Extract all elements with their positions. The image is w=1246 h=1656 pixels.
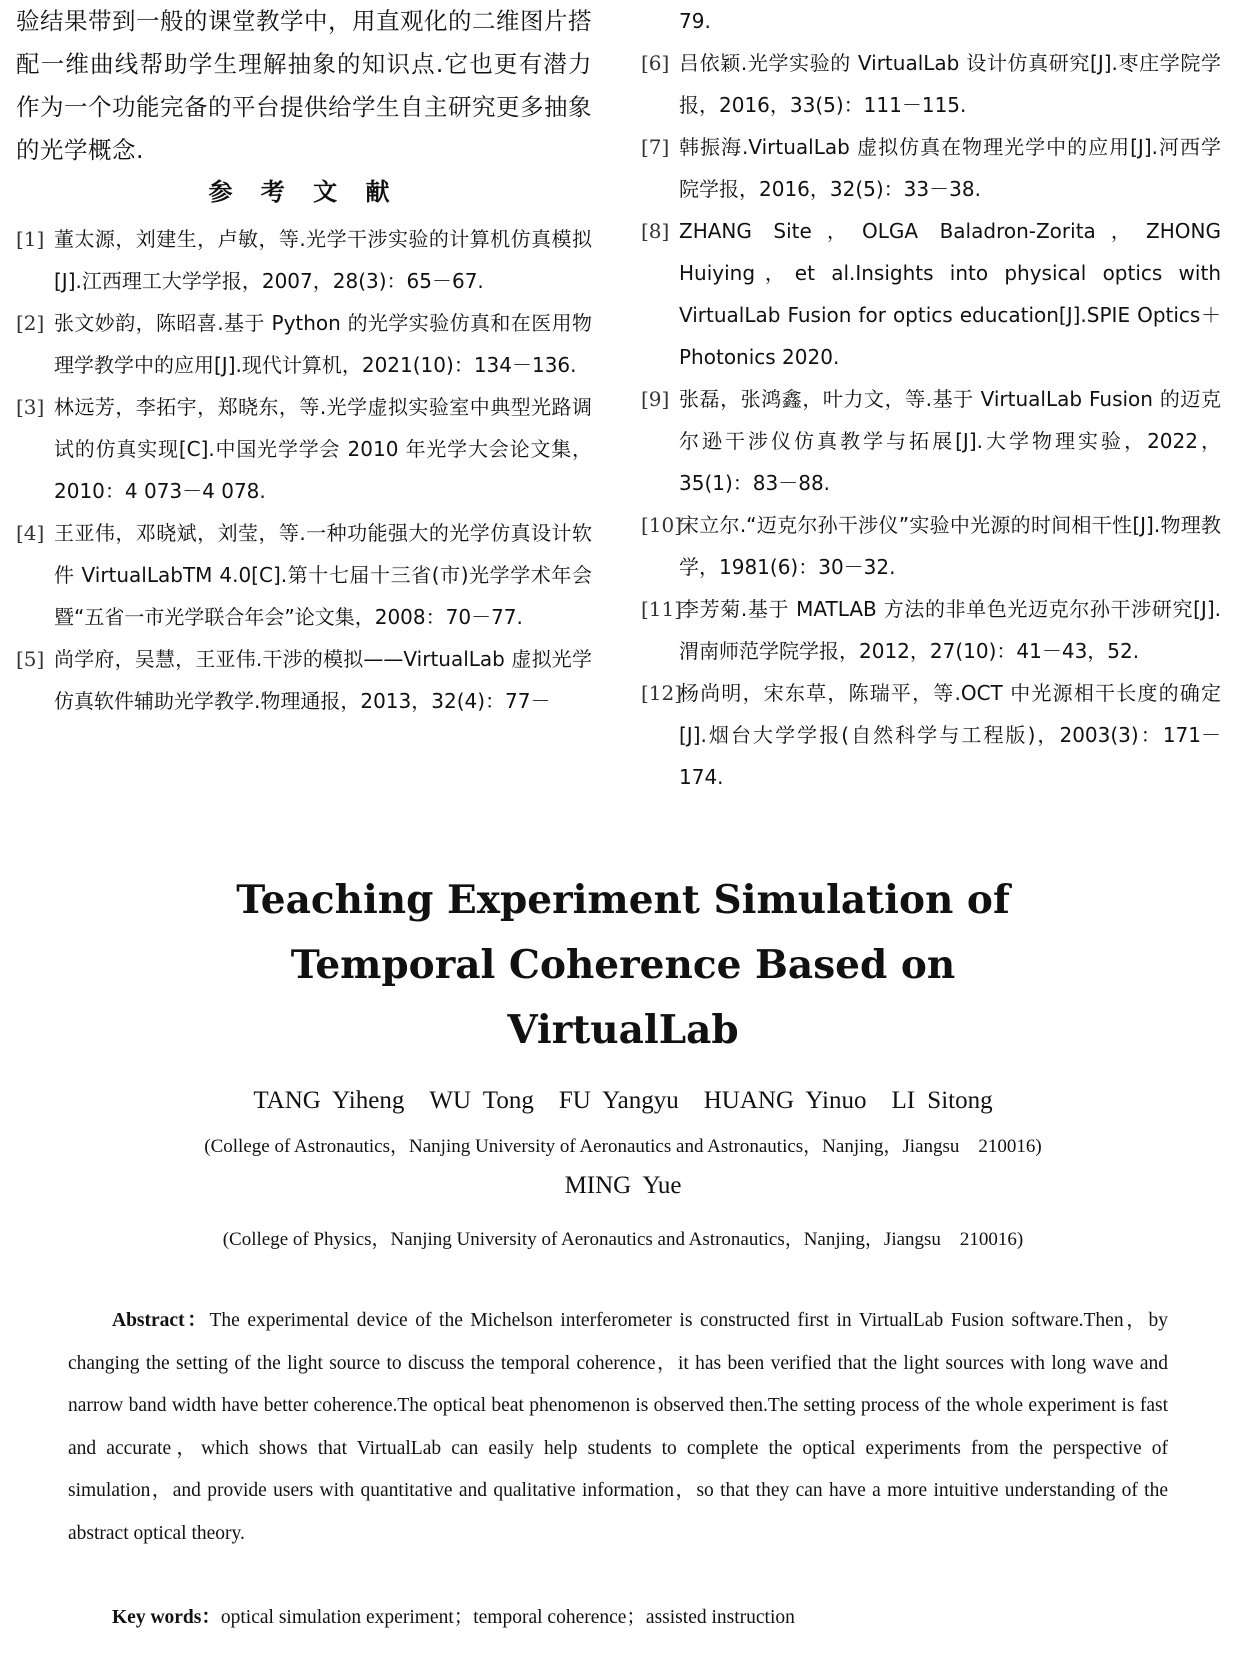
reference-text: 林远芳，李拓宇，郑晓东，等.光学虚拟实验室中典型光路调试的仿真实现[C].中国光学学会 2010 年光学大会论文集，2010：4 073－4 078.: [54, 395, 592, 503]
reference-text: 董太源，刘建生，卢敏，等.光学干涉实验的计算机仿真模拟[J].江西理工大学学报，2007，28(3)：65－67.: [54, 227, 592, 293]
reference-text: 王亚伟，邓晓斌，刘莹，等.一种功能强大的光学仿真设计软件 VirtualLabTM 4.0[C].第十七届十三省(市)光学学术年会暨“五省一市光学联合年会”论文集，2008：70－77.: [54, 521, 592, 629]
reference-item: [16, 218, 592, 302]
reference-item: [641, 588, 1221, 672]
reference-continuation: [641, 0, 1221, 42]
abstract-label: Abstract：: [112, 1310, 210, 1331]
reference-item: [641, 378, 1221, 504]
abstract-text: The experimental device of the Michelson interferometer is constructed first in VirtualLab Fusion software.Then，by changing the setting of the light source to discuss the temporal coherence，it has been verified that the light sources with long wave and narrow band width have better coherence.The optical beat phenomenon is observed then.The setting process of the whole experiment is fast and accurate，which shows that VirtualLab can easily help students to complete the optical experiments from the perspective of simulation，and provide users with quantitative and qualitative information，so that they can have a more intuitive understanding of the abstract optical theory.: [68, 1310, 1168, 1544]
reference-text: 尚学府，吴慧，王亚伟.干涉的模拟——VirtualLab 虚拟光学仿真软件辅助光学教学.物理通报，2013，32(4)：77－: [54, 647, 592, 713]
reference-text: 李芳菊.基于 MATLAB 方法的非单色光迈克尔孙干涉研究[J].渭南师范学院学报，2012，27(10)：41－43，52.: [679, 597, 1221, 663]
reference-text: 张磊，张鸿鑫，叶力文，等.基于 VirtualLab Fusion 的迈克尔逊干涉仪仿真教学与拓展[J].大学物理实验，2022，35(1)：83－88.: [679, 387, 1221, 495]
reference-item: [641, 504, 1221, 588]
reference-number: [12]: [641, 681, 683, 705]
reference-item: [641, 42, 1221, 126]
reference-number: [6]: [641, 51, 670, 75]
left-column: [16, 0, 592, 722]
reference-item: [16, 638, 592, 722]
reference-number: [5]: [16, 647, 45, 671]
reference-item: [641, 126, 1221, 210]
reference-number: [8]: [641, 219, 670, 243]
keywords-text: optical simulation experiment；temporal coherence；assisted instruction: [220, 1607, 795, 1628]
reference-number: [10]: [641, 513, 683, 537]
reference-number: [11]: [641, 597, 683, 621]
english-title: Teaching Experiment Simulation of Temporal Coherence Based on VirtualLab: [236, 877, 1010, 1053]
reference-number: [3]: [16, 395, 45, 419]
affiliation-1: (College of Astronautics，Nanjing University of Aeronautics and Astronautics，Nanjing，Jiangsu 210016): [204, 1136, 1042, 1157]
reference-text: 韩振海.VirtualLab 虚拟仿真在物理光学中的应用[J].河西学院学报，2016，32(5)：33－38.: [679, 135, 1221, 201]
reference-list-left: [16, 218, 592, 722]
authors-line-1: TANG Yiheng WU Tong FU Yangyu HUANG Yinuo LI Sitong: [253, 1087, 993, 1114]
reference-number: [7]: [641, 135, 670, 159]
reference-text: ZHANG Site，OLGA Baladron-Zorita，ZHONG Huiying，et al.Insights into physical optics with VirtualLab Fusion for optics education[J].SPIE Optics＋Photonics 2020.: [679, 219, 1221, 369]
reference-number: [2]: [16, 311, 45, 335]
reference-text: 宋立尔.“迈克尔孙干涉仪”实验中光源的时间相干性[J].物理教学，1981(6)：30－32.: [679, 513, 1221, 579]
reference-item: [641, 210, 1221, 378]
affiliation-2: (College of Physics，Nanjing University of Aeronautics and Astronautics，Nanjing，Jiangsu 210016): [222, 1229, 1024, 1250]
reference-list-right: [641, 0, 1221, 798]
references-heading: 参 考 文 献: [208, 178, 400, 206]
right-column: [641, 0, 1221, 798]
reference-item: [16, 302, 592, 386]
abstract: [68, 1300, 1168, 1556]
reference-number: [9]: [641, 387, 670, 411]
reference-text: 张文妙韵，陈昭喜.基于 Python 的光学实验仿真和在医用物理学教学中的应用[J].现代计算机，2021(10)：134－136.: [54, 311, 592, 377]
reference-text: 杨尚明，宋东草，陈瑞平，等.OCT 中光源相干长度的确定[J].烟台大学学报(自然科学与工程版)，2003(3)：171－174.: [679, 681, 1221, 789]
reference-number: [4]: [16, 521, 45, 545]
reference-text: 吕依颖.光学实验的 VirtualLab 设计仿真研究[J].枣庄学院学报，2016，33(5)：111－115.: [679, 51, 1221, 117]
reference-text: 79.: [679, 9, 711, 33]
reference-item: [16, 512, 592, 638]
reference-item: [16, 386, 592, 512]
authors-line-2: MING Yue: [564, 1172, 682, 1199]
keywords-label: Key words：: [112, 1607, 221, 1628]
keywords: [112, 1597, 1168, 1639]
reference-number: [1]: [16, 227, 45, 251]
reference-item: [641, 672, 1221, 798]
body-text-continuation: 验结果带到一般的课堂教学中，用直观化的二维图片搭配一维曲线帮助学生理解抽象的知识点.它也更有潜力作为一个功能完备的平台提供给学生自主研究更多抽象的光学概念.: [16, 7, 592, 164]
